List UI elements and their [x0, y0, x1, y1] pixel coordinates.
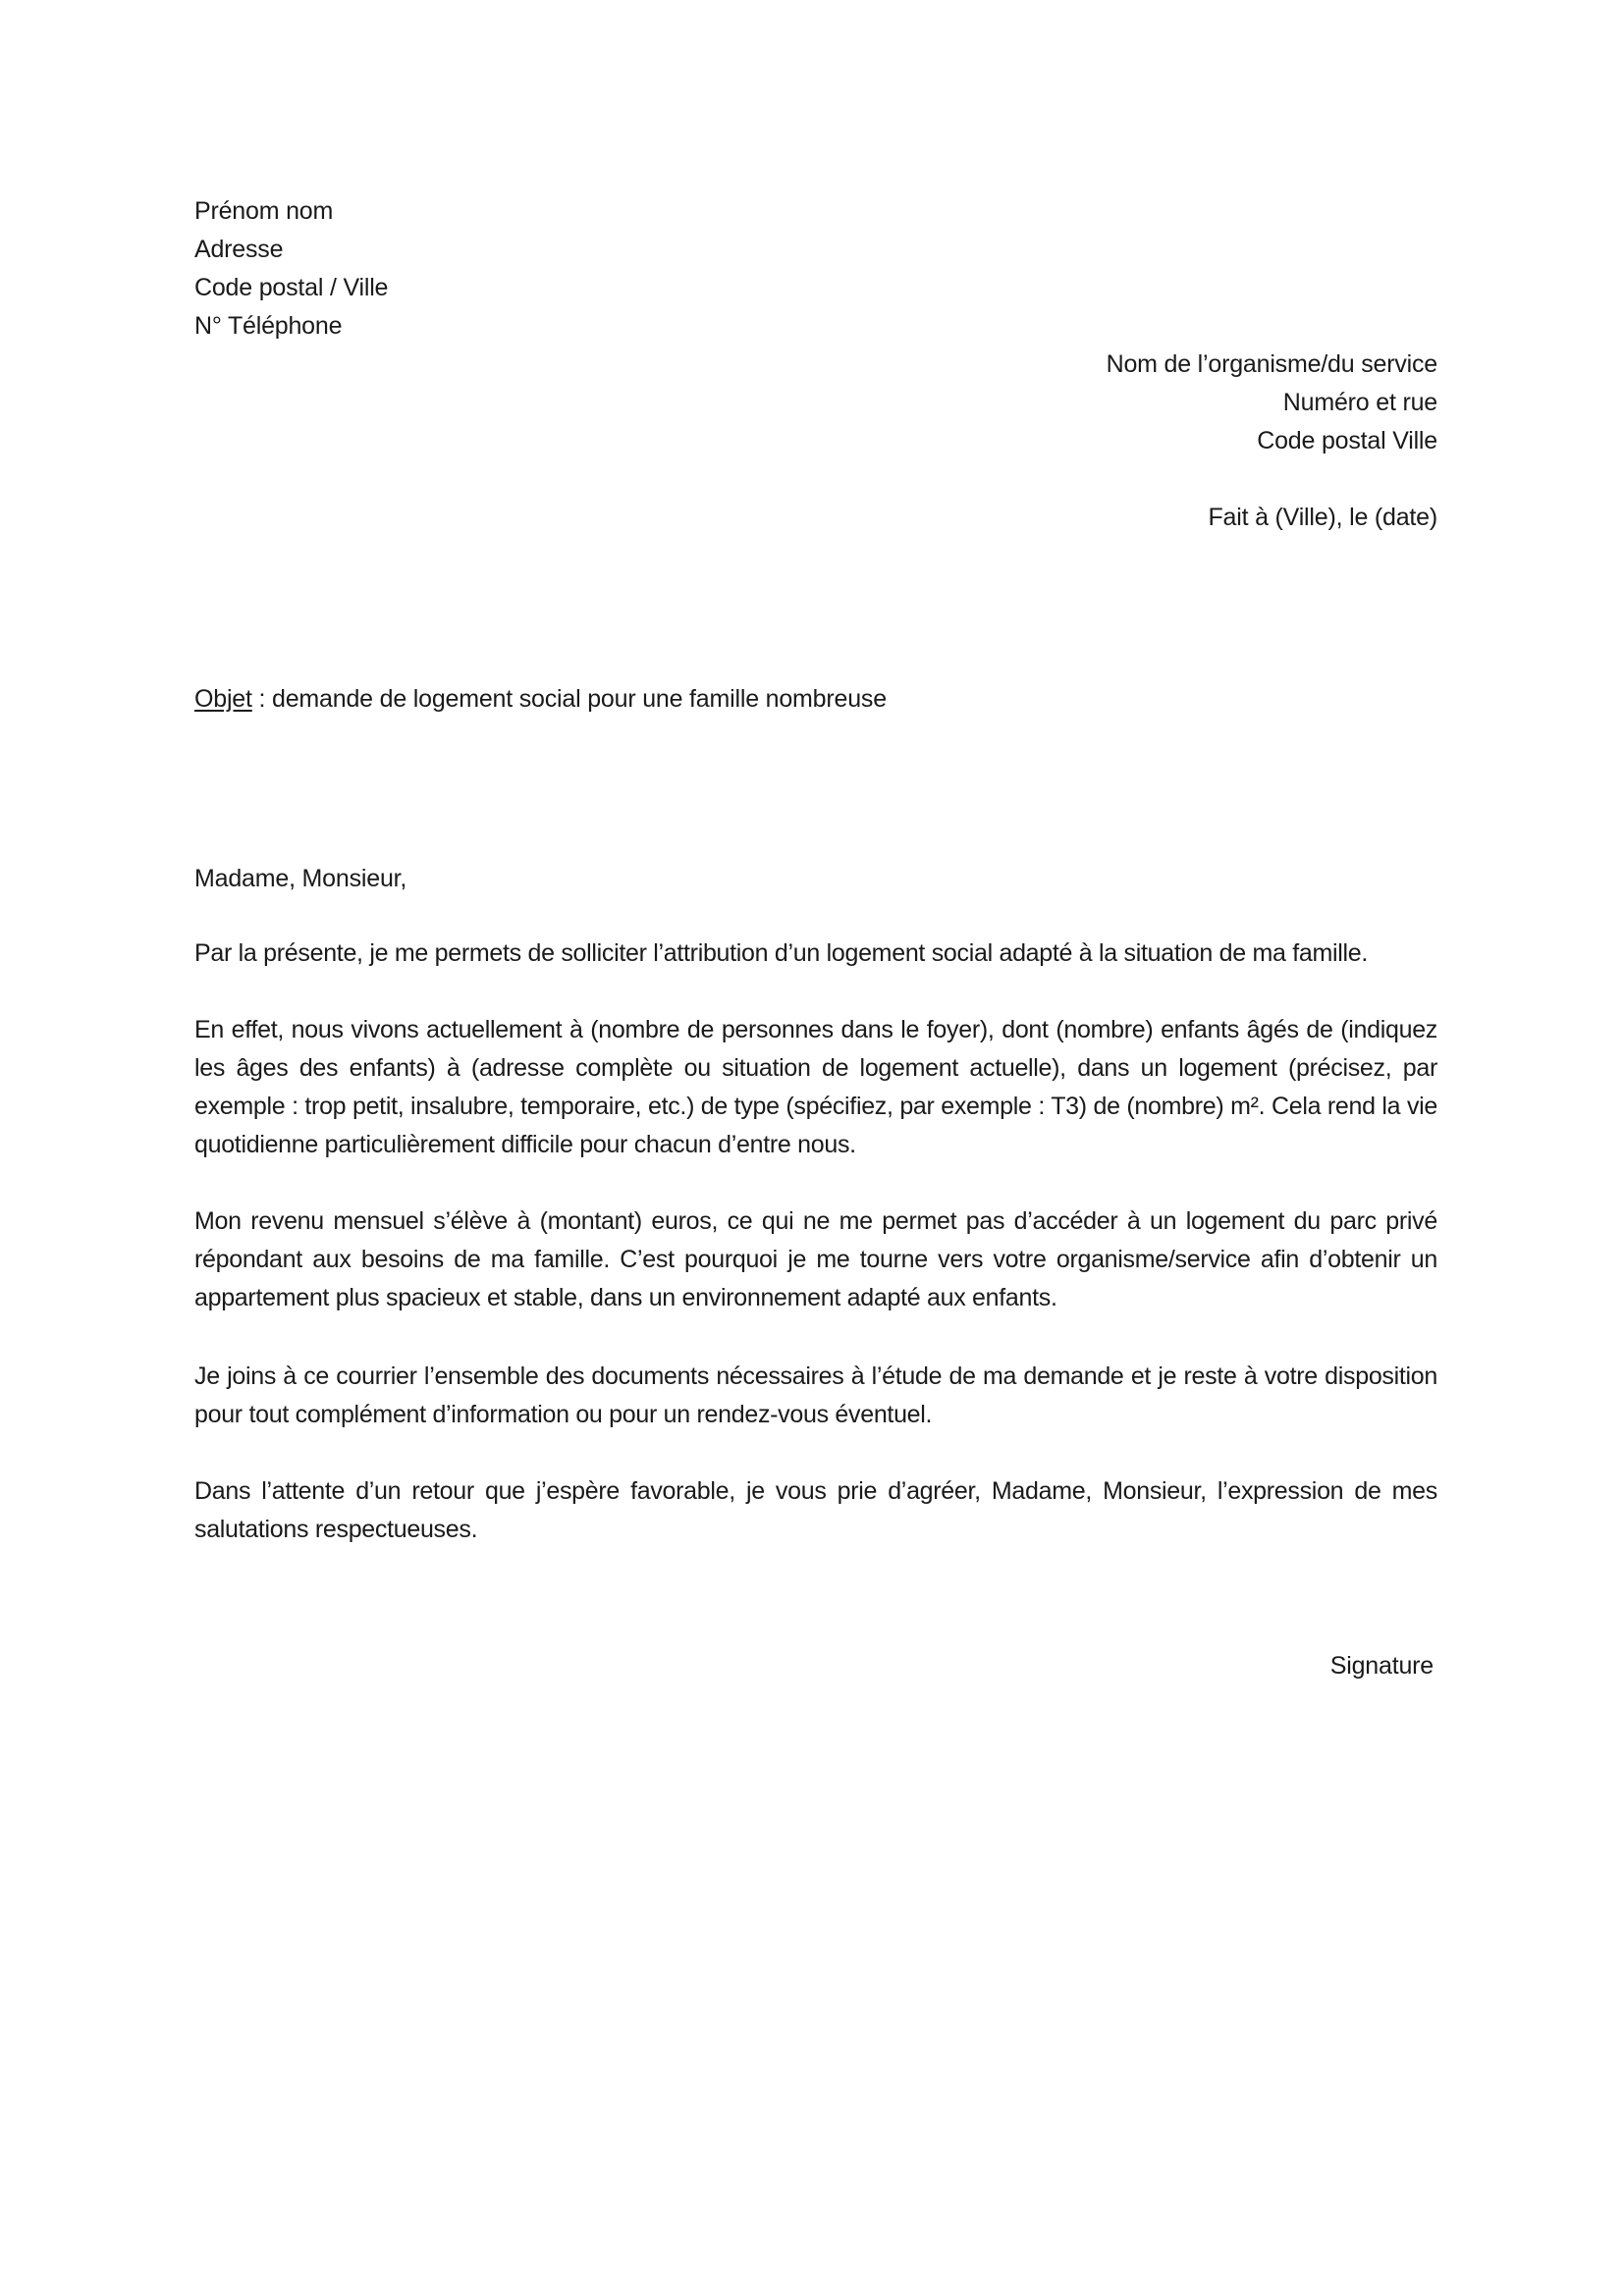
body-paragraph-2: En effet, nous vivons actuellement à (nombre de personnes dans le foyer), dont (nombre) enfants âgés de (indiquez les âges des enfants) à (adresse complète ou situation de logement actuelle), dans un logement (précisez, par exemple : trop petit, insalubre, temporaire, etc.) de type (spécifiez, par exemple : T3) de (nombre) m². Cela rend la vie quotidienne particulièrement difficile pour chacun d’entre nous. [194, 1016, 1437, 1158]
body-paragraph-4: Je joins à ce courrier l’ensemble des documents nécessaires à l’étude de ma demande et je reste à votre disposition pour tout complément d’information ou pour un rendez-vous éventuel. [194, 1362, 1437, 1428]
sender-phone: N° Téléphone [194, 312, 343, 340]
body-paragraph-3: Mon revenu mensuel s’élève à (montant) euros, ce qui ne me permet pas d’accéder à un logement du parc privé répondant aux besoins de ma famille. C’est pourquoi je me tourne vers votre organisme/service afin d’obtenir un appartement plus spacieux et stable, dans un environnement adapté aux enfants. [194, 1207, 1437, 1311]
body-paragraph-1: Par la présente, je me permets de solliciter l’attribution d’un logement social adapté à la situation de ma famille. [194, 939, 1369, 967]
salutation: Madame, Monsieur, [194, 865, 407, 892]
place-date: Fait à (Ville), le (date) [1208, 504, 1437, 531]
recipient-street: Numéro et rue [1282, 389, 1437, 416]
sender-postal-city: Code postal / Ville [194, 274, 389, 301]
recipient-organization: Nom de l’organisme/du service [1106, 350, 1437, 378]
subject-label: Objet [194, 685, 252, 713]
body-paragraph-5: Dans l’attente d’un retour que j’espère favorable, je vous prie d’agréer, Madame, Monsieur, l’expression de mes salutations respectueuses. [194, 1477, 1437, 1543]
subject-text: demande de logement social pour une famille nombreuse [272, 685, 887, 713]
sender-name: Prénom nom [194, 197, 334, 225]
signature: Signature [1329, 1652, 1434, 1680]
recipient-postal-city: Code postal Ville [1257, 427, 1437, 454]
subject-separator: : [251, 685, 273, 713]
subject-line [194, 680, 887, 719]
sender-address: Adresse [194, 236, 284, 263]
